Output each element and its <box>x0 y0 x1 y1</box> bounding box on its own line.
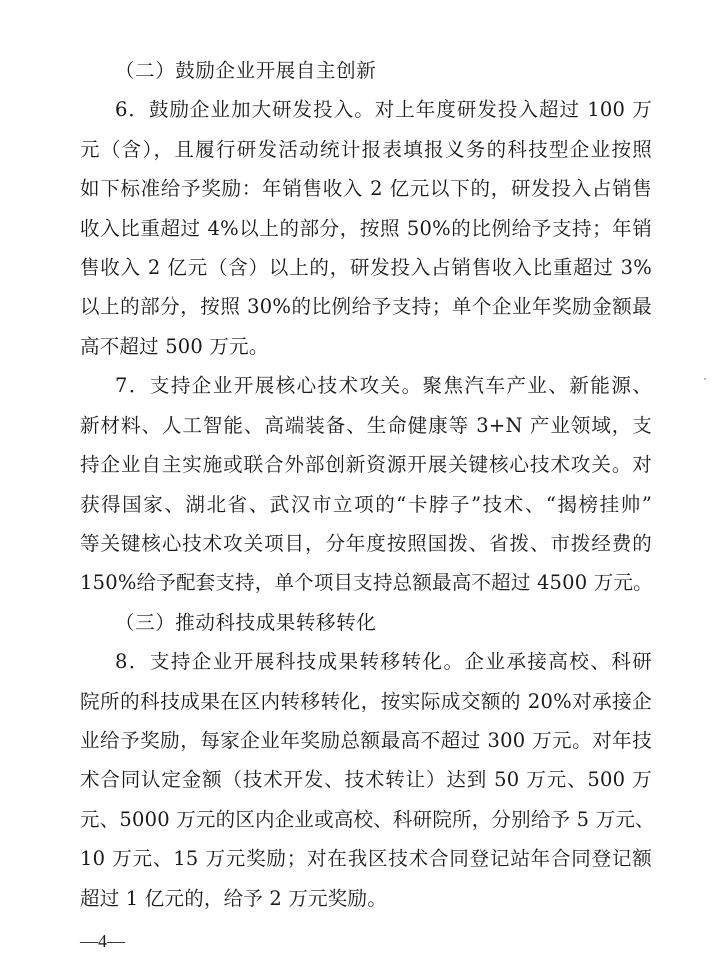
item8-line-1: 8．支持企业开展科技成果转移转化。企业承接高校、科研 <box>115 650 652 674</box>
item8-line-3: 业给予奖励，每家企业年奖励总额最高不超过 300 万元。对年技 <box>80 728 652 752</box>
item7-line-3: 持企业自主实施或联合外部创新资源开展关键核心技术攻关。对 <box>80 453 652 477</box>
item8-line-4: 术合同认定金额（技术开发、技术转让）达到 50 万元、500 万 <box>80 768 652 792</box>
section-heading-2: （二）鼓励企业开展自主创新 <box>115 59 377 82</box>
item7-line-2: 新材料、人工智能、高端装备、生命健康等 3+N 产业领域，支 <box>80 413 652 437</box>
item6-line-2: 元（含），且履行研发活动统计报表填报义务的科技型企业按照 <box>80 137 652 161</box>
item7-line-4: 获得国家、湖北省、武汉市立项的“卡脖子”技术、“揭榜挂帅” <box>80 492 652 516</box>
item6-line-3: 如下标准给予奖励：年销售收入 2 亿元以下的，研发投入占销售 <box>80 177 652 201</box>
page-number: —4— <box>80 931 125 951</box>
item6-line-7: 高不超过 500 万元。 <box>80 334 269 358</box>
item8-line-6: 10 万元、15 万元奖励；对在我区技术合同登记站年合同登记额 <box>80 847 652 871</box>
item8-line-2: 院所的科技成果在区内转移转化，按实际成交额的 20%对承接企 <box>80 689 652 713</box>
item7-line-1: 7．支持企业开展核心技术攻关。聚焦汽车产业、新能源、 <box>115 374 652 398</box>
item7-line-5: 等关键核心技术攻关项目，分年度按照国拨、省拨、市拨经费的 <box>80 531 652 555</box>
item8-line-7: 超过 1 亿元的，给予 2 万元奖励。 <box>80 886 387 910</box>
item6-line-6: 以上的部分，按照 30%的比例给予支持；单个企业年奖励金额最 <box>80 295 652 319</box>
item6-line-4: 收入比重超过 4%以上的部分，按照 50%的比例给予支持；年销 <box>80 216 652 240</box>
item8-line-5: 元、5000 万元的区内企业或高校、科研院所，分别给予 5 万元、 <box>80 807 655 831</box>
item6-line-1: 6．鼓励企业加大研发投入。对上年度研发投入超过 100 万 <box>115 98 652 122</box>
scan-speck <box>704 378 706 380</box>
item7-line-6: 150%给予配套支持，单个项目支持总额最高不超过 4500 万元。 <box>80 571 653 595</box>
item6-line-5: 售收入 2 亿元（含）以上的，研发投入占销售收入比重超过 3% <box>80 256 652 280</box>
section-heading-3: （三）推动科技成果转移转化 <box>115 610 377 634</box>
